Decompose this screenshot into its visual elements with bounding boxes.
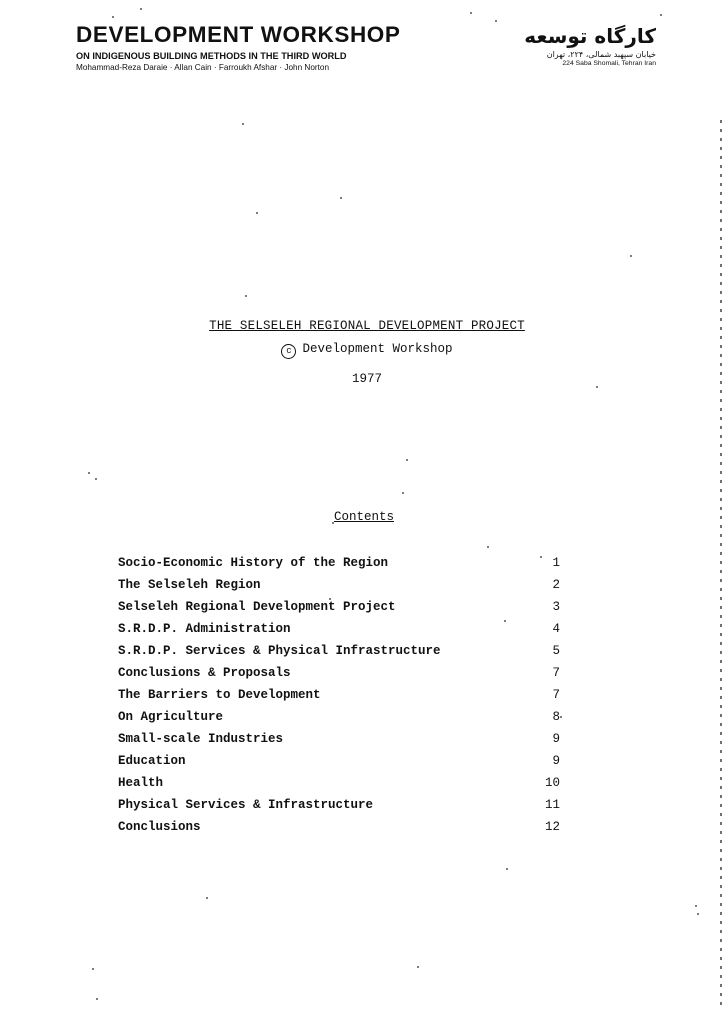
address-persian: خیابان سپهبد شمالی، ۲۲۴، تهران [546,50,656,59]
scan-speck [506,868,508,870]
scan-speck [560,716,562,718]
toc-entry-page: 4 [552,622,560,636]
toc-entry-page: 10 [544,776,560,790]
toc-row [118,684,564,706]
toc-row [118,596,564,618]
toc-entry-page: 3 [552,600,560,614]
scan-speck [470,12,472,14]
toc-entry-page: 5 [552,644,560,658]
organization-members: Mohammad-Reza Daraie · Allan Cain · Farroukh Afshar · John Norton [76,63,330,72]
letterhead-left [76,22,436,72]
document-title: THE SELSELEH REGIONAL DEVELOPMENT PROJECT [209,319,525,333]
toc-entry-page: 7 [552,666,560,680]
scan-speck [242,123,244,125]
scan-speck [630,255,632,257]
toc-entry-title: Physical Services & Infrastructure [118,798,374,812]
toc-entry-title: S.R.D.P. Administration [118,622,291,636]
toc-entry-title: Health [118,776,164,790]
toc-entry-title: On Agriculture [118,710,224,724]
toc-row [118,728,564,750]
toc-entry-page: 7 [552,688,560,702]
toc-row [118,552,564,574]
toc-entry-title: Selseleh Regional Development Project [118,600,396,614]
toc-row [118,794,564,816]
toc-entry-page: 9 [552,754,560,768]
table-of-contents [118,552,564,838]
toc-entry-title: Education [118,754,186,768]
scan-speck [329,598,331,600]
scan-speck [206,897,208,899]
address-english: 224 Saba Shomali, Tehran Iran [562,60,656,67]
toc-entry-title: S.R.D.P. Services & Physical Infrastructure [118,644,441,658]
toc-entry-title: Conclusions [118,820,201,834]
contents-heading: Contents [333,510,394,524]
scan-speck [256,212,258,214]
scan-speck [495,20,497,22]
organization-tagline: ON INDIGENOUS BUILDING METHODS IN THE THIRD WORLD [76,51,347,61]
scan-speck [340,197,342,199]
toc-row [118,706,564,728]
toc-entry-title: The Selseleh Region [118,578,261,592]
toc-entry-page: 8 [552,710,560,724]
organization-name-persian: کارگاه توسعه [524,24,656,48]
scan-speck [95,478,97,480]
scan-speck [695,905,697,907]
toc-row [118,662,564,684]
toc-entry-page: 2 [552,578,560,592]
scan-speck [96,998,98,1000]
scan-speck [406,459,408,461]
scan-speck [88,472,90,474]
scan-speck [487,546,489,548]
scan-speck [660,14,662,16]
scan-speck [596,386,598,388]
toc-row [118,574,564,596]
copyright-icon: c [281,344,296,359]
scan-speck [540,556,542,558]
toc-row [118,750,564,772]
toc-entry-page: 12 [544,820,560,834]
copyright-line [0,342,724,359]
scan-speck [697,913,699,915]
toc-entry-title: Socio-Economic History of the Region [118,556,389,570]
scan-speck [112,16,114,18]
letterhead-right [506,24,656,67]
copyright-holder: Development Workshop [302,342,453,356]
scan-edge-mark [720,120,722,1010]
toc-entry-page: 11 [544,798,560,812]
organization-name: DEVELOPMENT WORKSHOP [76,22,401,47]
document-year: 1977 [351,372,382,386]
toc-row [118,618,564,640]
toc-entry-title: Conclusions & Proposals [118,666,291,680]
toc-entry-page: 1 [552,556,560,570]
toc-row [118,772,564,794]
toc-entry-title: The Barriers to Development [118,688,321,702]
toc-row [118,640,564,662]
toc-entry-page: 9 [552,732,560,746]
scan-speck [417,966,419,968]
scan-speck [332,522,334,524]
toc-row [118,816,564,838]
toc-entry-title: Small-scale Industries [118,732,284,746]
scan-speck [245,295,247,297]
scan-speck [402,492,404,494]
scan-speck [504,620,506,622]
scan-speck [92,968,94,970]
scan-speck [140,8,142,10]
